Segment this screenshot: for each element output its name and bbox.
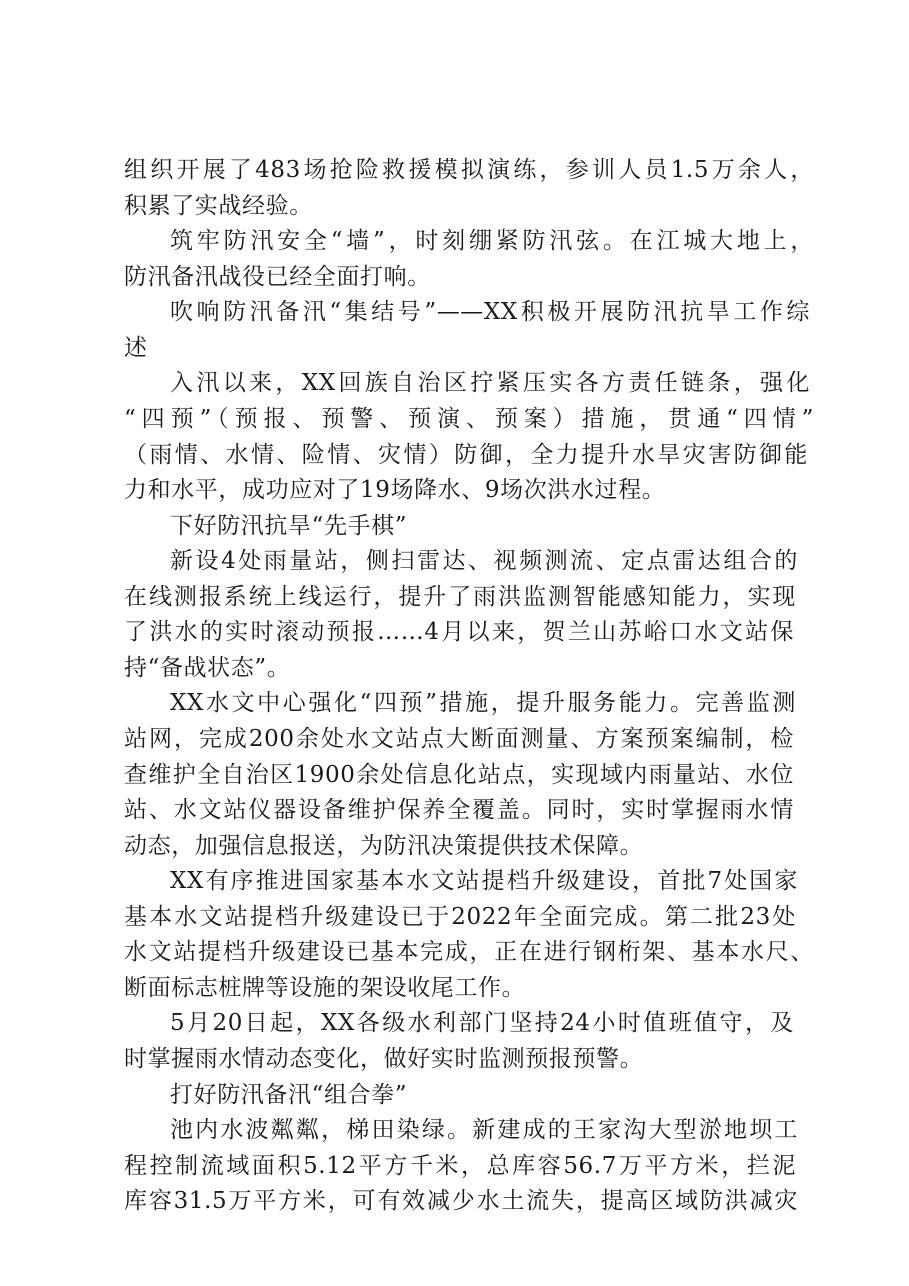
heading-line: 述 xyxy=(124,335,148,361)
text-line: 持“备战状态”。 xyxy=(124,655,291,681)
text-line: 了洪水的实时滚动预报……4月以来，贺兰山苏峪口水文站保 xyxy=(124,619,794,645)
text-line: 水文站提档升级建设已基本完成，正在进行钢桁架、基本水尺、 xyxy=(124,939,814,965)
text-line: 筑牢防汛安全“墙”，时刻绷紧防汛弦。在江城大地上， xyxy=(170,228,814,254)
text-line: 力和水平，成功应对了19场降水、9场次洪水过程。 xyxy=(124,477,666,503)
text-line: XX水文中心强化“四预”措施，提升服务能力。完善监测 xyxy=(170,690,796,716)
text-line: （雨情、水情、险情、灾情）防御，全力提升水旱灾害防御能 xyxy=(124,442,808,468)
text-line: 动态，加强信息报送，为防汛决策提供技术保障。 xyxy=(124,833,644,859)
text-line: 断面标志桩牌等设施的架设收尾工作。 xyxy=(124,975,526,1001)
text-line: 组织开展了483场抢险救援模拟演练，参训人员1.5万余人， xyxy=(124,157,814,183)
text-line: 基本水文站提档升级建设已于2022年全面完成。第二批23处 xyxy=(124,904,796,930)
text-line: “四预”（预报、预警、预演、预案）措施，贯通“四情” xyxy=(124,406,814,432)
text-line: 站网，完成200余处水文站点大断面测量、方案预案编制，检 xyxy=(124,726,794,752)
text-line: 防汛备汛战役已经全面打响。 xyxy=(124,264,431,290)
text-line: 新设4处雨量站，侧扫雷达、视频测流、定点雷达组合的 xyxy=(170,548,798,574)
text-line: 时掌握雨水情动态变化，做好实时监测预报预警。 xyxy=(124,1046,644,1072)
heading-line: 吹响防汛备汛“集结号”——XX积极开展防汛抗旱工作综 xyxy=(170,299,810,325)
text-line: 库容31.5万平方米，可有效减少水土流失，提高区域防洪减灾 xyxy=(124,1188,798,1214)
section-heading: 下好防汛抗旱“先手棋” xyxy=(170,513,408,539)
text-line: 查维护全自治区1900余处信息化站点，实现域内雨量站、水位 xyxy=(124,762,794,788)
text-line: XX有序推进国家基本水文站提档升级建设，首批7处国家 xyxy=(170,868,798,894)
section-heading: 打好防汛备汛“组合拳” xyxy=(170,1082,408,1108)
text-line: 在线测报系统上线运行，提升了雨洪监测智能感知能力，实现 xyxy=(124,584,796,610)
text-line: 积累了实战经验。 xyxy=(124,193,313,219)
text-line: 入汛以来，XX回族自治区拧紧压实各方责任链条，强化 xyxy=(170,370,810,396)
text-line: 池内水波粼粼，梯田染绿。新建成的王家沟大型淤地坝工 xyxy=(170,1117,798,1143)
text-line: 5月20日起，XX各级水利部门坚持24小时值班值守，及 xyxy=(170,1010,794,1036)
text-line: 程控制流域面积5.12平方千米，总库容56.7万平方米，拦泥 xyxy=(124,1153,796,1179)
text-line: 站、水文站仪器设备维护保养全覆盖。同时，实时掌握雨水情 xyxy=(124,797,794,823)
